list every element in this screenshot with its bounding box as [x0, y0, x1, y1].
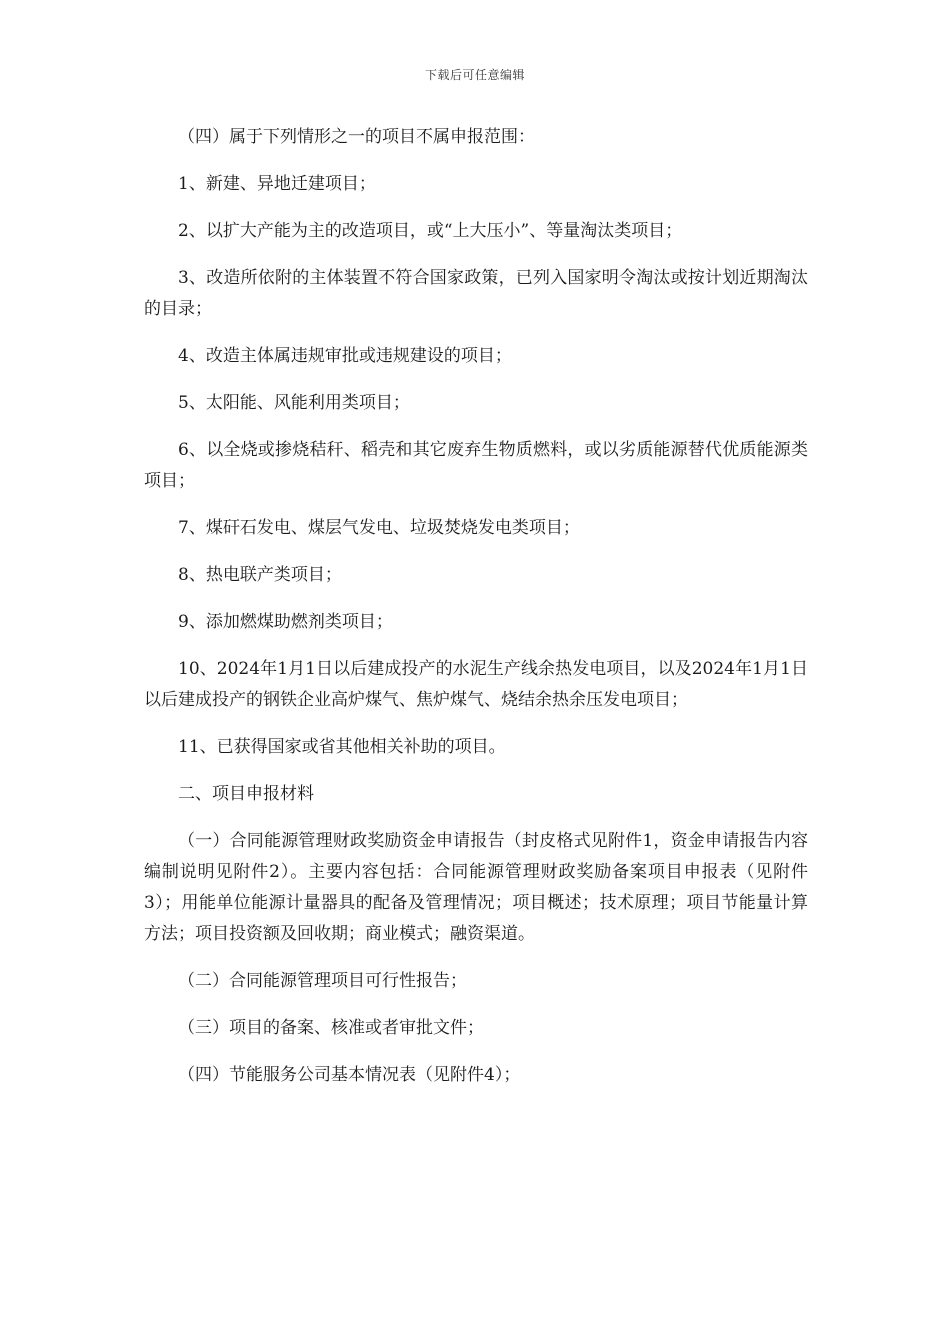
section-heading-materials: 二、项目申报材料: [178, 784, 314, 804]
list-item: 4、改造主体属违规审批或违规建设的项目；: [178, 346, 512, 366]
materials-item: （四）节能服务公司基本情况表（见附件4）；: [178, 1065, 521, 1085]
list-item: 8、热电联产类项目；: [178, 565, 342, 585]
section-heading-exclusions: （四）属于下列情形之一的项目不属申报范围：: [178, 127, 535, 147]
list-item: 7、煤矸石发电、煤层气发电、垃圾焚烧发电类项目；: [178, 518, 580, 538]
document-body: [144, 122, 808, 1107]
materials-item: （一）合同能源管理财政奖励资金申请报告（封皮格式见附件1，资金申请报告内容编制说明见附件2）。主要内容包括：合同能源管理财政奖励备案项目申报表（见附件3）；用能单位能源计量器具的配备及管理情况；项目概述；技术原理；项目节能量计算方法；项目投资额及回收期；商业模式；融资渠道。: [144, 831, 808, 944]
list-item: 1、新建、异地迁建项目；: [178, 174, 376, 194]
list-item: 9、添加燃煤助燃剂类项目；: [178, 612, 393, 632]
list-item: 2、以扩大产能为主的改造项目，或“上大压小”、等量淘汰类项目；: [178, 221, 683, 241]
materials-item: （三）项目的备案、核准或者审批文件；: [178, 1018, 484, 1038]
page-header-note: 下载后可任意编辑: [424, 68, 525, 82]
list-item: 6、以全烧或掺烧秸秆、稻壳和其它废弃生物质燃料，或以劣质能源替代优质能源类项目；: [144, 440, 808, 491]
materials-item: （二）合同能源管理项目可行性报告；: [178, 971, 467, 991]
list-item: 11、已获得国家或省其他相关补助的项目。: [178, 737, 506, 757]
list-item: 10、2024年1月1日以后建成投产的水泥生产线余热发电项目，以及2024年1月1日以后建成投产的钢铁企业高炉煤气、焦炉煤气、烧结余热余压发电项目；: [144, 659, 808, 710]
list-item: 3、改造所依附的主体装置不符合国家政策，已列入国家明令淘汰或按计划近期淘汰的目录；: [144, 268, 808, 319]
list-item: 5、太阳能、风能利用类项目；: [178, 393, 410, 413]
